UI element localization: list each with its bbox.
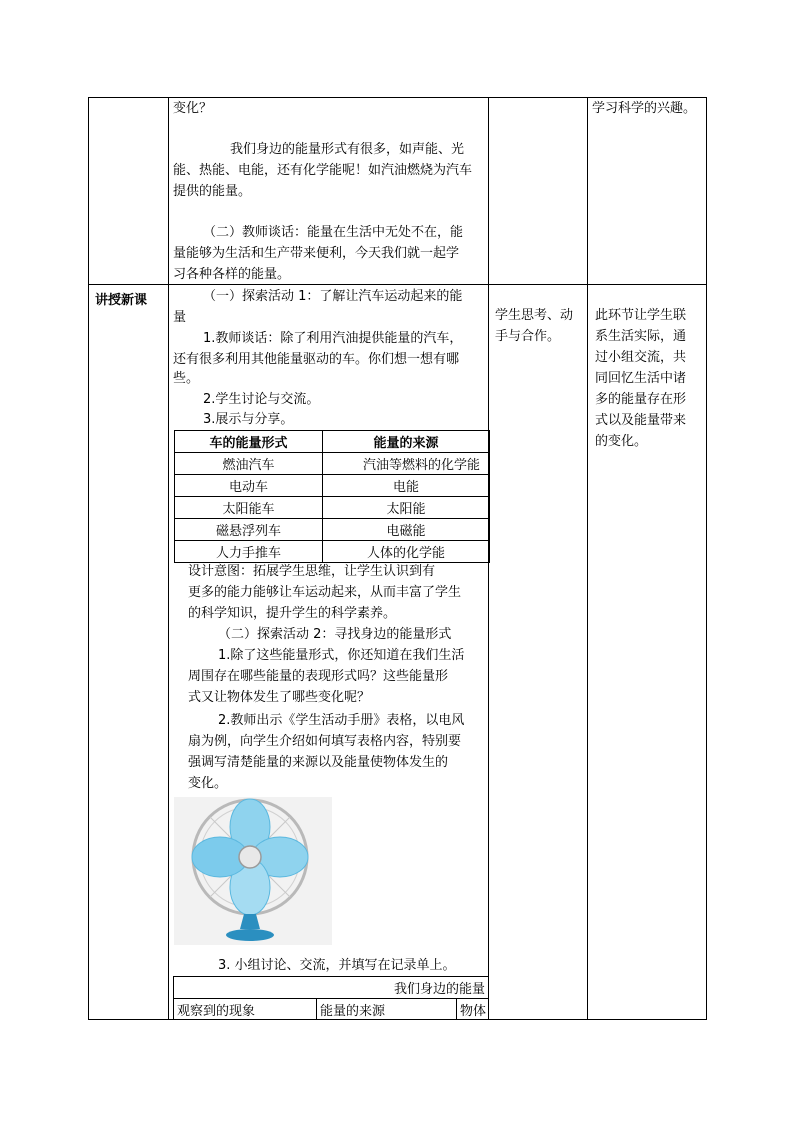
section-label: 讲授新课	[95, 293, 148, 308]
record-table-clip	[173, 976, 489, 1020]
purpose-line7: 的变化。	[595, 434, 648, 449]
intro-line: 变化？	[173, 101, 213, 116]
activity1-title-line1: （一）探索活动 1：了解让汽车运动起来的能	[203, 289, 463, 304]
table-cell: 太阳能车	[175, 497, 323, 519]
table-border-col3	[587, 97, 588, 1020]
a2-step1-line1: 1.除了这些能量形式，你还知道在我们生活	[218, 648, 465, 663]
intro-para2-line3: 习各种各样的能量。	[173, 267, 291, 282]
electric-fan-image	[174, 797, 332, 945]
purpose-line5: 多的能量存在形	[595, 392, 687, 407]
a2-step1-line2: 周围存在哪些能量的表现形式吗？这些能量形	[188, 669, 449, 684]
intro-para2-line1: （二）教师谈话：能量在生活中无处不在，能	[203, 225, 464, 240]
table-row	[175, 541, 490, 563]
table-header-cell: 物体	[457, 999, 490, 1021]
record-table-title: 我们身边的能量	[174, 977, 490, 999]
table-cell: 人体的化学能	[323, 541, 490, 563]
table-cell: 磁悬浮列车	[175, 519, 323, 541]
a2-step2-line2: 扇为例，向学生介绍如何填写表格内容，特别要	[188, 734, 462, 749]
a2-step1-line3: 式又让物体发生了哪些变化呢？	[188, 690, 371, 705]
intro-para1-line1: 我们身边的能量形式有很多，如声能、光	[230, 142, 465, 157]
table-border-top	[88, 97, 707, 98]
table-border-left	[88, 97, 89, 1020]
table-header-cell: 能量的来源	[323, 431, 490, 453]
step1-line1: 1.教师谈话：除了利用汽油提供能量的汽车，	[203, 331, 463, 346]
table-cell: 电动车	[175, 475, 323, 497]
intro-right-note: 学习科学的兴趣。	[592, 101, 697, 116]
car-energy-table	[174, 430, 490, 563]
step2: 2.学生讨论与交流。	[203, 392, 320, 407]
table-row	[175, 475, 490, 497]
table-header-row	[174, 999, 490, 1021]
table-row	[175, 519, 490, 541]
purpose-line6: 式以及能量带来	[595, 413, 687, 428]
purpose-line3: 过小组交流，共	[595, 350, 687, 365]
a2-step2-line4: 变化。	[188, 776, 228, 791]
purpose-line1: 此环节让学生联	[595, 308, 687, 323]
table-cell: 汽油等燃料的化学能	[323, 453, 490, 475]
design-intent-line3: 的科学知识，提升学生的科学素养。	[188, 606, 397, 621]
design-intent-line2: 更多的能力能够让车运动起来，从而丰富了学生	[188, 585, 462, 600]
table-cell: 太阳能	[323, 497, 490, 519]
table-border-right	[706, 97, 707, 1020]
table-cell: 电能	[323, 475, 490, 497]
table-header-cell: 能量的来源	[317, 999, 457, 1021]
intro-para2-line2: 量能够为生活和生产带来便利，今天我们就一起学	[173, 246, 460, 261]
design-intent-line1: 设计意图：拓展学生思维，让学生认识到有	[188, 564, 436, 579]
record-table	[173, 976, 489, 1020]
intro-para1-line2: 能、热能、电能，还有化学能呢！如汽油燃烧为汽车	[173, 163, 473, 178]
table-cell: 燃油汽车	[175, 453, 323, 475]
step3: 3.展示与分享。	[203, 412, 294, 427]
step1-line3: 些。	[173, 371, 200, 386]
table-title-row	[174, 977, 490, 999]
table-cell: 电磁能	[323, 519, 490, 541]
a2-step3: 3. 小组讨论、交流，并填写在记录单上。	[218, 958, 456, 973]
activity2-title: （二）探索活动 2：寻找身边的能量形式	[218, 627, 452, 642]
table-border-col1	[168, 97, 169, 1020]
table-header-cell: 观察到的现象	[174, 999, 317, 1021]
intro-para1-line3: 提供的能量。	[173, 184, 252, 199]
student-activity-line2: 手与合作。	[495, 329, 561, 344]
a2-step2-line1: 2.教师出示《学生活动手册》表格，以电风	[218, 713, 465, 728]
table-row	[175, 497, 490, 519]
purpose-line4: 同回忆生活中诸	[595, 371, 687, 386]
student-activity-line1: 学生思考、动	[495, 308, 574, 323]
table-row	[175, 453, 490, 475]
a2-step2-line3: 强调写清楚能量的来源以及能量使物体发生的	[188, 755, 449, 770]
fan-icon	[174, 797, 332, 945]
activity1-title-line2: 量	[173, 310, 187, 325]
purpose-line2: 系生活实际，通	[595, 329, 687, 344]
table-cell: 人力手推车	[175, 541, 323, 563]
step1-line2: 还有很多利用其他能量驱动的车。你们想一想有哪	[173, 352, 460, 367]
table-header-cell: 车的能量形式	[175, 431, 323, 453]
table-header-row	[175, 431, 490, 453]
